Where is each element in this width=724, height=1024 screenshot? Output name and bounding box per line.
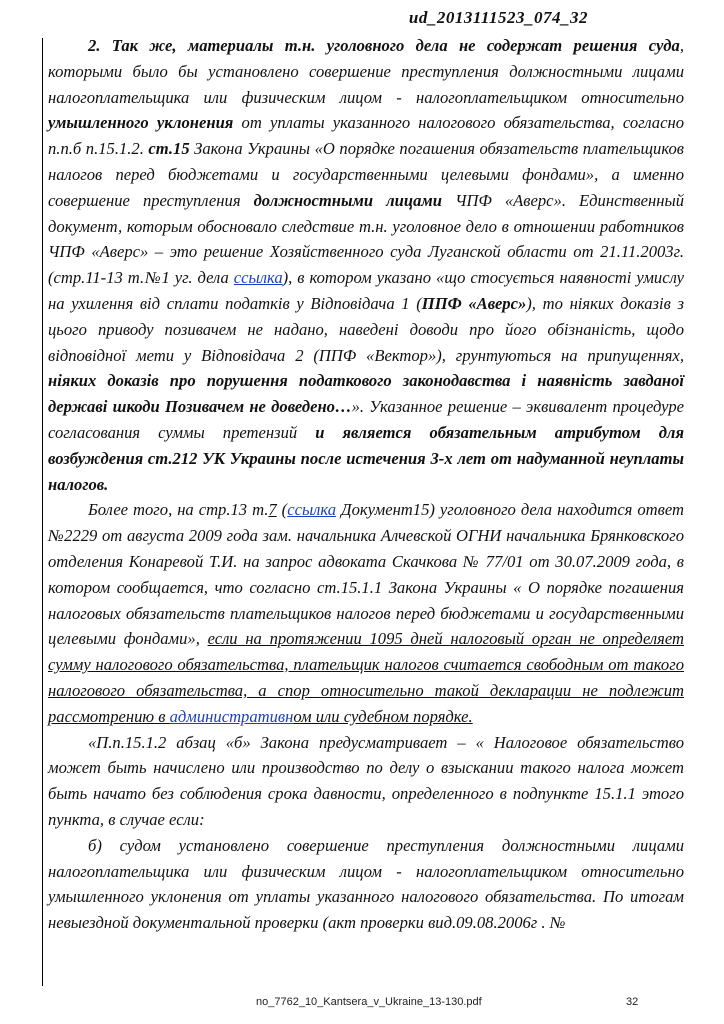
p2-text-c: Документ15) уголовного дела находится ответ №2229 от августа 2009 года зам. начальника Алчевской ОГНИ начальника Брянковского отделения Конаревой Т.И. на запрос адвоката Скачкова № 77/01 от 30.07.2009 года, в котором сообщается, что согласно ст.15.1.1 Закона Украины « О порядке погашения налоговых обязательств плательщиков налогов перед бюджетами и государственными целевыми фондами», <box>48 500 684 649</box>
p1-bold-officials: должностными лицами <box>253 190 443 210</box>
p1-link[interactable]: ссылка <box>233 268 283 288</box>
paragraph-1 <box>48 33 684 497</box>
p2-volume: 7 <box>268 500 277 520</box>
p2-link[interactable]: ссылка <box>287 500 337 520</box>
p1-bold-no-evidence: ніяких доказів про порушення податкового законодавства і наявність завданої державі шкоди Позивачем не доведено… <box>48 371 684 417</box>
document-id-header: ud_2013111523_074_32 <box>408 8 588 27</box>
p2-admin-link[interactable]: административн <box>169 706 294 726</box>
paragraph-3: «П.п.15.1.2 абзац «б» Закона предусматривает – « Налоговое обязательство может быть начислено или производство по делу о взыскании такого налога может быть начато без соблюдения срока давности, определенного в подпункте 15.1.1 этого пункта, в случае если: <box>48 732 684 829</box>
p1-text-f: ), то ніяких доказів з цього приводу позивачем не надано, наведені доводи про його обізнаність, щодо відповідної мети у Відповідача 2 (ППФ «Вектор»), грунтуються на припущеннях, <box>48 293 684 365</box>
footer-page-number: 32 <box>626 996 639 1008</box>
paragraph-4: б) судом установлено совершение преступления должностными лицами налогоплательщика или физическим лицом - налогоплательщиком относительно умышленного уклонения от уплаты указанного налогового обязательства. По итогам невыездной документальной проверки (акт проверки вид.09.08.2006г . № <box>48 835 684 933</box>
p1-text-b: от уплаты указанного налогового обязательства, согласно п.п.б п.15.1.2. <box>48 113 684 159</box>
p1-bold-article: ст.15 <box>148 139 190 159</box>
p1-text-e: ), в котором указано «що стосується наявності умислу на ухилення від сплати податків у Відповідача 1 ( <box>48 268 684 313</box>
p1-text-d: ЧПФ «Аверс». Единственный документ, которым обосновало следствие т.н. уголовное дело в отношении работников ЧПФ «Аверс» – это решение Хозяйственного суда Луганской области от 21.11.2003г. (стр.11-13 т.№1 уг. дела <box>48 190 684 288</box>
p2-text-b: ( <box>276 500 288 520</box>
p1-text-g: ». Указанное решение – эквивалент процедуре согласования суммы претензий <box>48 397 684 442</box>
margin-rule <box>42 38 43 986</box>
footer-filename: no_7762_10_Kantsera_v_Ukraine_13-130.pdf <box>256 996 482 1008</box>
p1-text-a: , которыми было бы установлено совершение преступления должностными лицами налогоплательщика или физическим лицом - налогоплательщиком относительно <box>48 36 684 107</box>
p1-text-c: Закона Украины «О порядке погашения обязательств плательщиков налогов перед бюджетами и государственными целевыми фондами», а именно совершение преступления <box>48 139 684 210</box>
p2-underlined-clause: если на протяжении 1095 дней налоговый орган не определяет сумму налогового обязательства, плательщик налогов считается свободным от такого налогового обязательства, а спор относительно такой декларации не подлежит рассмотрению в <box>48 629 684 726</box>
p1-lead: 2. Так же, материалы т.н. уголовного дела не содержат решения суда <box>88 36 680 55</box>
page-body <box>48 33 684 936</box>
paragraph-2 <box>48 497 684 729</box>
p2-underlined-end: ом или судебном порядке. <box>293 706 473 726</box>
p1-bold-firm: ППФ «Аверс» <box>421 293 527 313</box>
p1-bold-conclusion: и является обязательным атрибутом для возбуждения ст.212 УК Украины после истечения 3-х лет от надуманной неуплаты налогов. <box>48 422 684 494</box>
p2-text-a: Более того, на стр.13 т. <box>88 500 269 520</box>
p1-bold-intent: умышленного уклонения <box>48 113 234 133</box>
